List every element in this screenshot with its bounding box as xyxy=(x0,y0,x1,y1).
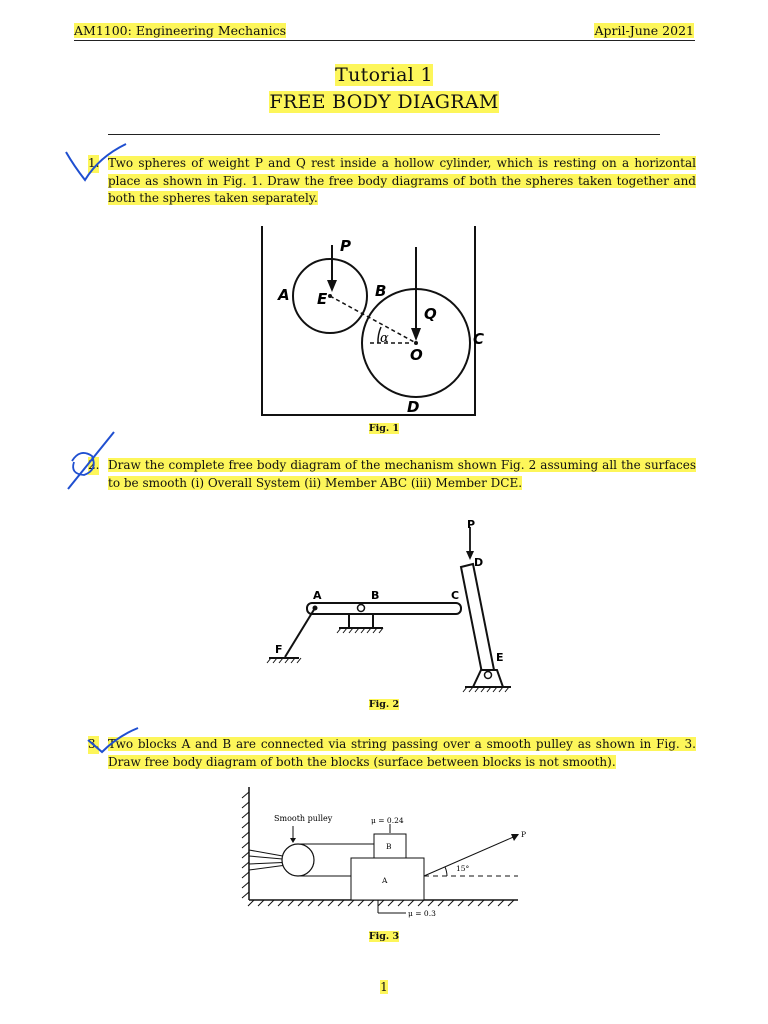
label-a: A xyxy=(278,286,290,304)
tutorial-subtitle: FREE BODY DIAGRAM xyxy=(269,91,499,113)
arrowhead-p xyxy=(327,280,337,292)
link-af xyxy=(285,608,315,657)
figure-1 xyxy=(250,220,490,420)
center-line xyxy=(330,296,416,343)
pulley xyxy=(282,844,314,876)
figure-1-caption: Fig. 1 xyxy=(368,423,400,434)
label-f: F xyxy=(275,643,283,656)
header-rule xyxy=(74,40,695,41)
question-2-text: Draw the complete free body diagram of the mechanism shown Fig. 2 assuming all the surfaces to be smooth (i) Overall System (ii) Member ABC (iii) Member DCE. xyxy=(108,458,696,490)
label-c: C xyxy=(451,589,460,602)
label-q: Q xyxy=(424,305,437,323)
floor-hatch xyxy=(248,900,514,906)
member-abc xyxy=(307,603,461,614)
label-block-a: A xyxy=(382,876,388,885)
title-rule xyxy=(108,134,660,135)
term-header: April-June 2021 xyxy=(594,23,694,38)
figure-2-caption: Fig. 2 xyxy=(368,699,400,710)
question-3-number: 3. xyxy=(88,736,99,754)
pin-e xyxy=(485,672,492,679)
question-1 xyxy=(88,155,696,208)
label-angle: 15° xyxy=(456,864,470,873)
block-a xyxy=(351,858,424,900)
label-mu-top: μ = 0.24 xyxy=(371,816,404,825)
page-number: 1 xyxy=(380,980,388,994)
label-mu-bottom: μ = 0.3 xyxy=(408,909,436,918)
center-o xyxy=(414,341,418,345)
member-dce xyxy=(461,564,496,683)
label-smooth-pulley: Smooth pulley xyxy=(274,814,333,823)
label-b: B xyxy=(375,282,387,300)
label-alpha: α xyxy=(380,331,389,346)
question-3-text: Two blocks A and B are connected via string passing over a smooth pulley as shown in Fig. 3. Draw free body diagram of both the blocks (surface between blocks is not smooth). xyxy=(108,737,696,769)
center-e xyxy=(328,294,332,298)
question-1-number: 1. xyxy=(88,155,99,173)
figure-2 xyxy=(255,515,525,700)
label-p: P xyxy=(467,518,476,531)
force-p-line xyxy=(424,835,518,876)
pulley-pointer-head xyxy=(290,838,296,843)
figure-3-caption: Fig. 3 xyxy=(368,931,400,942)
cylinder-walls xyxy=(262,226,475,415)
angle-arc xyxy=(445,867,447,876)
label-o: O xyxy=(410,346,423,364)
arrowhead-p xyxy=(466,551,474,560)
label-d: D xyxy=(407,398,420,416)
label-a: A xyxy=(313,589,322,602)
label-p: P xyxy=(521,830,526,839)
label-p: P xyxy=(340,237,351,255)
arrowhead-q xyxy=(411,328,421,341)
pin-b xyxy=(358,605,365,612)
question-1-text: Two spheres of weight P and Q rest inside a hollow cylinder, which is resting on a horizontal place as shown in Fig. 1. Draw the free body diagrams of both the spheres taken together and both the spheres taken separately. xyxy=(108,156,696,206)
wall-hatch xyxy=(242,792,249,898)
tutorial-title: Tutorial 1 xyxy=(335,64,433,86)
label-block-b: B xyxy=(386,842,392,851)
course-header: AM1100: Engineering Mechanics xyxy=(74,23,287,38)
question-2 xyxy=(88,457,696,492)
label-e: E xyxy=(317,290,328,308)
figure-3 xyxy=(236,782,526,922)
label-b: B xyxy=(371,589,380,602)
label-e: E xyxy=(496,651,504,664)
question-2-number: 2. xyxy=(88,457,99,475)
label-d: D xyxy=(474,556,484,569)
label-c: C xyxy=(473,330,485,348)
question-3 xyxy=(88,736,696,771)
